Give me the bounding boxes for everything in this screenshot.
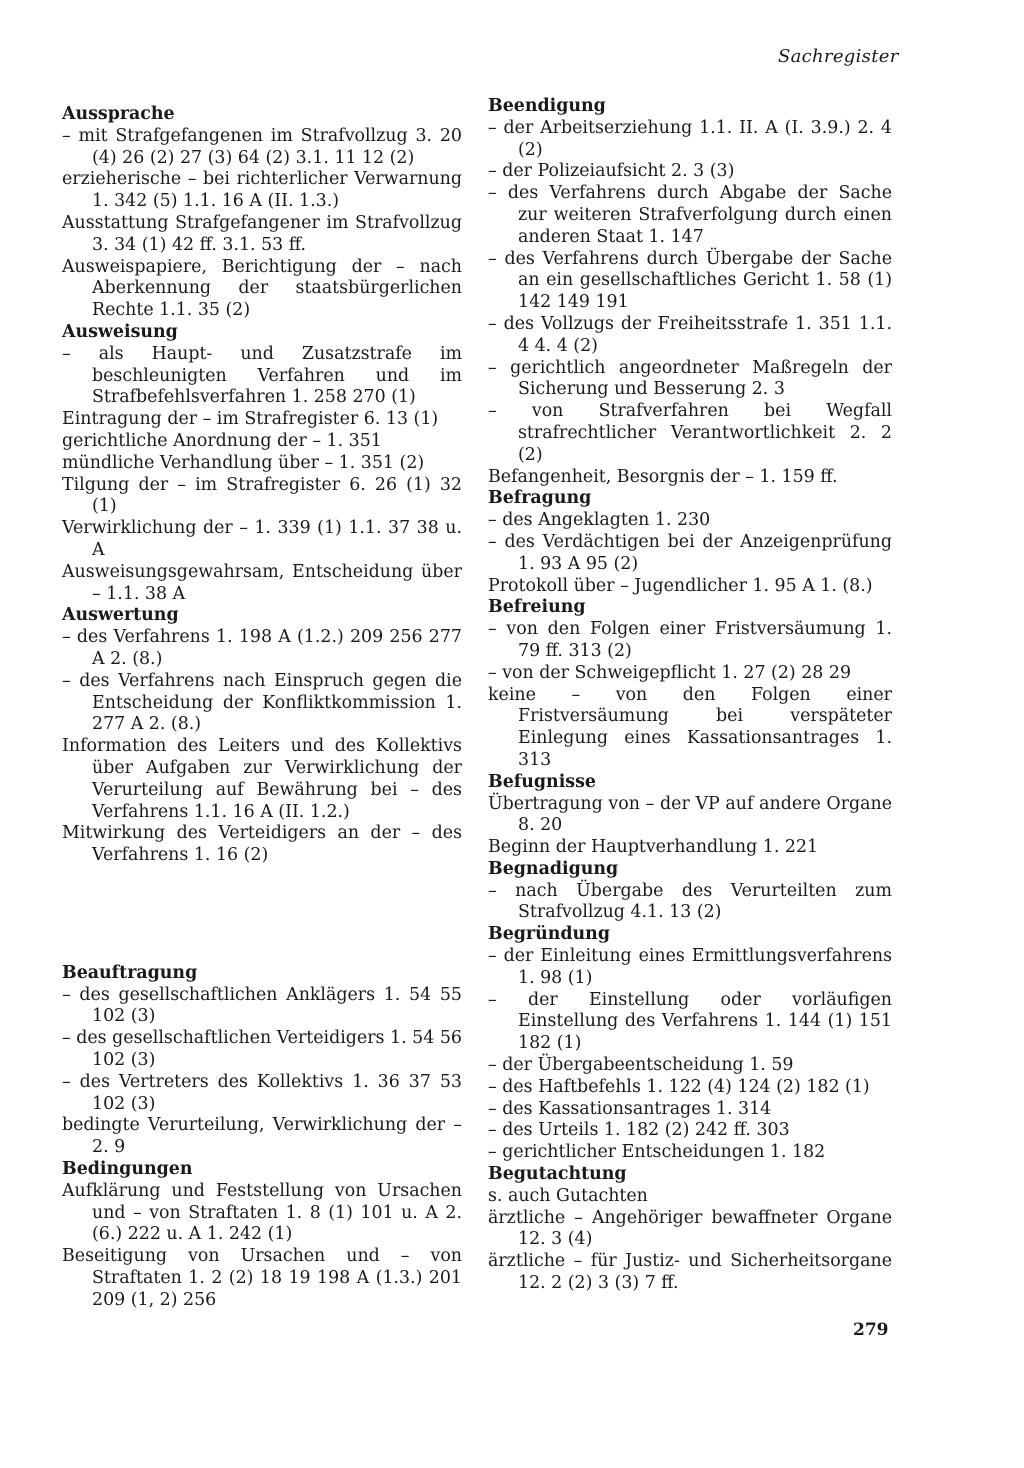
index-entry: Ausweisungsgewahrsam, Entscheidung über – 1.1. 38 A: [62, 561, 462, 604]
index-entry: – des Urteils 1. 182 (2) 242 ff. 303: [488, 1120, 790, 1141]
index-heading: Befreiung: [488, 597, 586, 618]
index-entry: Mitwirkung des Verteidigers an der – des Verfahrens 1. 16 (2): [62, 823, 462, 866]
index-entry: Ausweispapiere, Berichtigung der – nach Aberkennung der staatsbürgerlichen Rechte 1.1. 35 (2): [62, 256, 462, 321]
index-entry: Befangenheit, Besorgnis der – 1. 159 ff.: [488, 466, 838, 487]
index-entry: Aufklärung und Feststellung von Ursachen und – von Straftaten 1. 8 (1) 101 u. A 2. (6.) 222 u. A 1. 242 (1): [62, 1180, 462, 1245]
index-entry: Beginn der Hauptverhandlung 1. 221: [488, 837, 819, 858]
index-heading: Begründung: [488, 924, 610, 945]
index-entry: – des Angeklagten 1. 230: [488, 510, 711, 531]
index-entry: ärztliche – Angehöriger bewaffneter Organe 12. 3 (4): [488, 1207, 892, 1250]
index-entry: – des gesellschaftlichen Verteidigers 1. 54 56 102 (3): [62, 1028, 462, 1071]
running-header: Sachregister: [778, 46, 899, 67]
index-entry: Beseitigung von Ursachen und – von Straftaten 1. 2 (2) 18 19 198 A (1.3.) 201 209 (1, 2) 256: [62, 1246, 462, 1310]
index-entry: – des Verfahrens durch Übergabe der Sache an ein gesellschaftliches Gericht 1. 58 (1) 142 149 191: [488, 248, 892, 313]
index-entry: – der Arbeitserziehung 1.1. II. A (I. 3.9.) 2. 4 (2): [488, 117, 892, 160]
index-entry: – von den Folgen einer Fristversäumung 1. 79 ff. 313 (2): [488, 619, 892, 661]
index-entry: – gerichtlicher Entscheidungen 1. 182: [488, 1142, 826, 1163]
index-heading: Bedingungen: [62, 1159, 193, 1180]
index-entry: – des Verfahrens durch Abgabe der Sache zur weiteren Strafverfolgung durch einen anderen Staat 1. 147: [488, 183, 892, 247]
index-entry: – von Strafverfahren bei Wegfall strafrechtlicher Verantwortlichkeit 2. 2 (2): [488, 401, 892, 465]
index-heading: Beauftragung: [62, 962, 198, 983]
index-heading: Auswertung: [62, 605, 179, 626]
index-entry: – der Einstellung oder vorläufigen Einstellung des Verfahrens 1. 144 (1) 151 182 (1): [488, 989, 892, 1054]
index-entry: – des Haftbefehls 1. 122 (4) 124 (2) 182 (1): [488, 1076, 870, 1097]
index-heading: Befugnisse: [488, 771, 596, 792]
index-entry: – der Übergabeentscheidung 1. 59: [488, 1055, 794, 1076]
index-entry: – des Verfahrens 1. 198 A (1.2.) 209 256 277 A 2. (8.): [62, 627, 462, 669]
index-entry: – des Vollzugs der Freiheitsstrafe 1. 351 1.1. 4 4. 4 (2): [488, 313, 892, 356]
index-heading: Befragung: [488, 488, 592, 509]
index-entry: Protokoll über – Jugendlicher 1. 95 A 1. (8.): [488, 575, 873, 596]
index-entry: – gerichtlich angeordneter Maßregeln der Sicherung und Besserung 2. 3: [488, 357, 892, 400]
index-entry: Eintragung der – im Strafregister 6. 13 (1): [62, 409, 439, 430]
index-heading: Begnadigung: [488, 858, 619, 879]
index-entry: – von der Schweigepflicht 1. 27 (2) 28 29: [488, 662, 852, 683]
index-entry: – des Verfahrens nach Einspruch gegen die Entscheidung der Konfliktkommission 1. 277 A 2. (8.): [62, 670, 462, 735]
index-entry: keine – von den Folgen einer Fristversäumung bei verspäteter Einlegung eines Kassationsantrages 1. 313: [488, 684, 892, 770]
index-column-right: [488, 96, 892, 1295]
index-column-left: [62, 104, 462, 1312]
index-entry: – der Polizeiaufsicht 2. 3 (3): [488, 161, 735, 182]
index-entry: Übertragung von – der VP auf andere Organe 8. 20: [488, 793, 892, 836]
index-heading: Begutachtung: [488, 1164, 627, 1185]
index-entry: gerichtliche Anordnung der – 1. 351: [62, 430, 382, 451]
index-entry: bedingte Verurteilung, Verwirklichung der – 2. 9: [62, 1115, 462, 1158]
index-entry: Ausstattung Strafgefangener im Strafvollzug 3. 34 (1) 42 ff. 3.1. 53 ff.: [62, 212, 462, 255]
index-entry: – des Kassationsantrages 1. 314: [488, 1098, 772, 1119]
page-number: 279: [853, 1320, 889, 1340]
index-entry: – des Vertreters des Kollektivs 1. 36 37 53 102 (3): [62, 1071, 462, 1114]
index-heading: Ausweisung: [62, 321, 178, 342]
index-entry: Verwirklichung der – 1. 339 (1) 1.1. 37 38 u. A: [62, 518, 462, 560]
index-entry: – mit Strafgefangenen im Strafvollzug 3. 20 (4) 26 (2) 27 (3) 64 (2) 3.1. 11 12 (2): [62, 125, 462, 168]
column-spacer: [62, 867, 462, 963]
index-entry: – des gesellschaftlichen Anklägers 1. 54 55 102 (3): [62, 984, 462, 1027]
index-entry: Tilgung der – im Strafregister 6. 26 (1) 32 (1): [62, 474, 462, 517]
index-entry: s. auch Gutachten: [488, 1185, 648, 1206]
index-entry: ärztliche – für Justiz- und Sicherheitsorgane 12. 2 (2) 3 (3) 7 ff.: [488, 1251, 892, 1294]
index-entry: – der Einleitung eines Ermittlungsverfahrens 1. 98 (1): [488, 946, 892, 988]
index-entry: erzieherische – bei richterlicher Verwarnung 1. 342 (5) 1.1. 16 A (II. 1.3.): [62, 169, 462, 212]
index-entry: – als Haupt- und Zusatzstrafe im beschleunigten Verfahren und im Strafbefehlsverfahren 1. 258 270 (1): [62, 343, 462, 408]
index-entry: – des Verdächtigen bei der Anzeigenprüfung 1. 93 A 95 (2): [488, 531, 892, 574]
index-heading: Aussprache: [62, 104, 175, 124]
index-entry: Information des Leiters und des Kollektivs über Aufgaben zur Verwirklichung der Verurteilung auf Bewährung bei – des Verfahrens 1.1. 16 A (II. 1.2.): [62, 736, 462, 822]
index-heading: Beendigung: [488, 96, 606, 116]
index-entry: mündliche Verhandlung über – 1. 351 (2): [62, 452, 425, 473]
index-entry: – nach Übergabe des Verurteilten zum Strafvollzug 4.1. 13 (2): [488, 880, 892, 923]
